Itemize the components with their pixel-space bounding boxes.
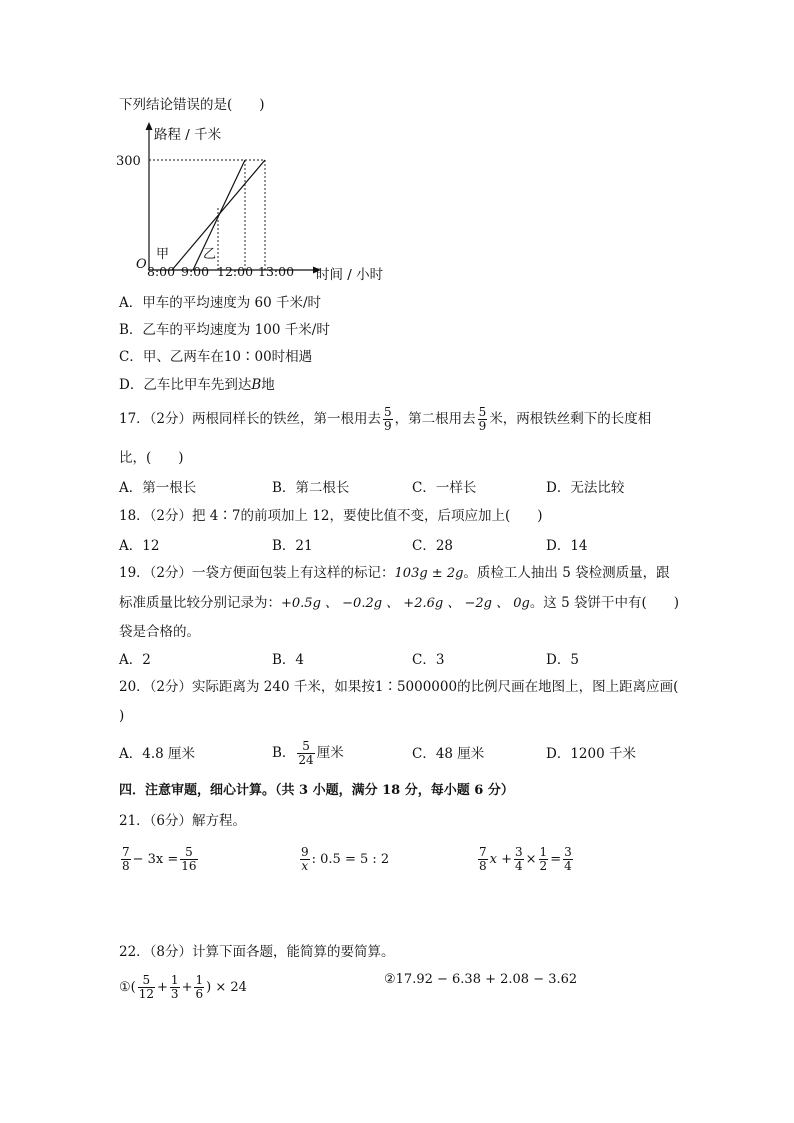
q17-mid: ，第二根用去 <box>394 411 476 427</box>
q17-tail: 米，两根铁丝剩下的长度相 <box>489 411 652 427</box>
q20-option-a: A．4.8 厘米 <box>119 746 196 762</box>
q17-option-a: A．第一根长 <box>119 480 197 496</box>
x-tick-8: 8:00 <box>147 264 176 279</box>
x-axis-label: 时间 / 小时 <box>316 267 384 283</box>
q16-option-c: C．甲、乙两车在10∶00时相遇 <box>119 349 313 365</box>
q16-option-d-tail: 地 <box>261 377 275 393</box>
q19-option-a: A．2 <box>119 652 151 668</box>
q22-p1-suffix: ) × 24 <box>206 980 247 995</box>
q22-p1-frac-c: $\frac{1}{6}$ <box>195 973 204 1001</box>
q17-line1 <box>119 402 651 436</box>
q16-option-d-text: D．乙车比甲车先到达 <box>119 377 252 393</box>
q18-stem: 18．（2分）把 4∶7的前项加上 12，要使比值不变，后项应加上( ) <box>119 508 543 524</box>
q16-option-b: B．乙车的平均速度为 100 千米/时 <box>119 322 330 338</box>
q22-p1-plus2: + <box>181 980 193 995</box>
y-axis-label: 路程 / 千米 <box>154 127 222 143</box>
q20-option-b-prefix: B． <box>272 745 296 761</box>
q19-mark: 103g ± 2g <box>394 566 464 581</box>
y-tick-300: 300 <box>116 154 141 169</box>
q21-eq3-frac-b: $\frac{3}{4}$ <box>515 845 523 873</box>
q22-p1-frac-b: $\frac{1}{3}$ <box>170 973 179 1001</box>
q17-line2: 比，( ) <box>119 450 184 466</box>
q16-stem: 下列结论错误的是( ) <box>119 97 265 113</box>
q17-option-c: C．一样长 <box>412 480 477 496</box>
q21-eq3-frac-c: $\frac{1}{2}$ <box>539 845 548 873</box>
q20-line2: ) <box>119 708 125 724</box>
q17-frac1: $\frac{5}{9}$ <box>384 405 392 433</box>
q19-records: +0.5g 、 −0.2g 、 +2.6g 、 −2g 、 0g <box>281 596 530 611</box>
q19-line2 <box>119 594 679 613</box>
x-tick-12: 12:00 <box>217 264 254 279</box>
q21-eq1 <box>119 840 200 880</box>
section4-title: 四．注意审题，细心计算。（共 3 小题，满分 18 分，每小题 6 分） <box>119 783 514 798</box>
q17-frac2: $\frac{5}{9}$ <box>478 405 487 433</box>
q21-eq3-eq: = <box>550 852 562 867</box>
q20-option-b <box>272 733 344 773</box>
y-axis-arrow-icon <box>146 122 153 130</box>
q17-option-b: B．第二根长 <box>272 480 350 496</box>
q20-option-c: C．48 厘米 <box>412 746 485 762</box>
q19-option-d: D．5 <box>546 652 579 668</box>
q17-lead: 17．（2分）两根同样长的铁丝，第一根用去 <box>119 411 382 427</box>
q22-p1-frac-a: $\frac{5}{12}$ <box>138 973 155 1001</box>
distance-time-graph <box>116 118 400 288</box>
origin-label: O <box>136 257 147 272</box>
line-jia-label: 甲 <box>156 247 170 262</box>
q18-option-b: B．21 <box>272 538 313 554</box>
q22-p1-prefix: ①( <box>119 980 136 995</box>
line-yi-label: 乙 <box>203 247 217 262</box>
q20-option-b-frac: $\frac{5}{24}$ <box>298 739 314 767</box>
q21-eq3-frac-d: $\frac{3}{4}$ <box>564 845 572 873</box>
q22-p1-plus1: + <box>157 980 168 995</box>
q21-eq1-frac-b: $\frac{5}{16}$ <box>181 845 197 873</box>
q19-line1 <box>119 564 670 583</box>
q19-line3: 袋是合格的。 <box>119 624 200 640</box>
q16-option-a: A．甲车的平均速度为 60 千米/时 <box>119 295 322 311</box>
q18-option-d: D．14 <box>546 538 588 554</box>
q19-line1-a: 19．（2分）一袋方便面包装上有这样的标记： <box>119 565 395 581</box>
x-tick-13: 13:00 <box>258 264 295 279</box>
q22-part1 <box>119 968 247 1008</box>
q20-option-d: D．1200 千米 <box>546 746 636 762</box>
q21-eq1-mid: − 3x = <box>132 852 179 867</box>
q21-eq1-frac-a: $\frac{7}{8}$ <box>122 845 130 873</box>
q21-eq2-frac-a: $\frac{9}{x}$ <box>301 845 309 873</box>
q21-eq3-x: x + <box>489 852 512 867</box>
q22-part2: ②17.92 − 6.38 + 2.08 − 3.62 <box>384 972 578 987</box>
q22-stem: 22．（8分）计算下面各题，能简算的要简算。 <box>119 944 395 960</box>
x-tick-9: 9:00 <box>181 264 210 279</box>
q18-option-a: A．12 <box>119 538 160 554</box>
q18-option-c: C．28 <box>412 538 454 554</box>
q20-option-b-suffix: 厘米 <box>316 745 344 761</box>
q19-line2-b: 。这 5 袋饼干中有( ) <box>529 595 680 611</box>
q16-option-d <box>119 376 275 394</box>
q21-eq3 <box>476 840 575 880</box>
q20-line1: 20．（2分）实际距离为 240 千米，如果按1∶5000000的比例尺画在地图上，图上距离应画( <box>119 679 679 695</box>
q16-option-d-var: B <box>251 377 262 393</box>
q19-option-c: C．3 <box>412 652 445 668</box>
q19-option-b: B．4 <box>272 652 305 668</box>
q21-stem: 21．（6分）解方程。 <box>119 813 247 829</box>
q19-line2-a: 标准质量比较分别记录为： <box>119 595 281 611</box>
q21-eq3-times: × <box>525 852 537 867</box>
q19-line1-b: 。质检工人抽出 5 袋检测质量，跟 <box>463 565 670 581</box>
q21-eq2 <box>298 840 389 880</box>
q17-option-d: D．无法比较 <box>546 480 625 496</box>
q21-eq3-frac-a: $\frac{7}{8}$ <box>479 845 487 873</box>
q21-eq2-rest: : 0.5 = 5 : 2 <box>311 852 390 867</box>
line-yi <box>193 160 245 270</box>
